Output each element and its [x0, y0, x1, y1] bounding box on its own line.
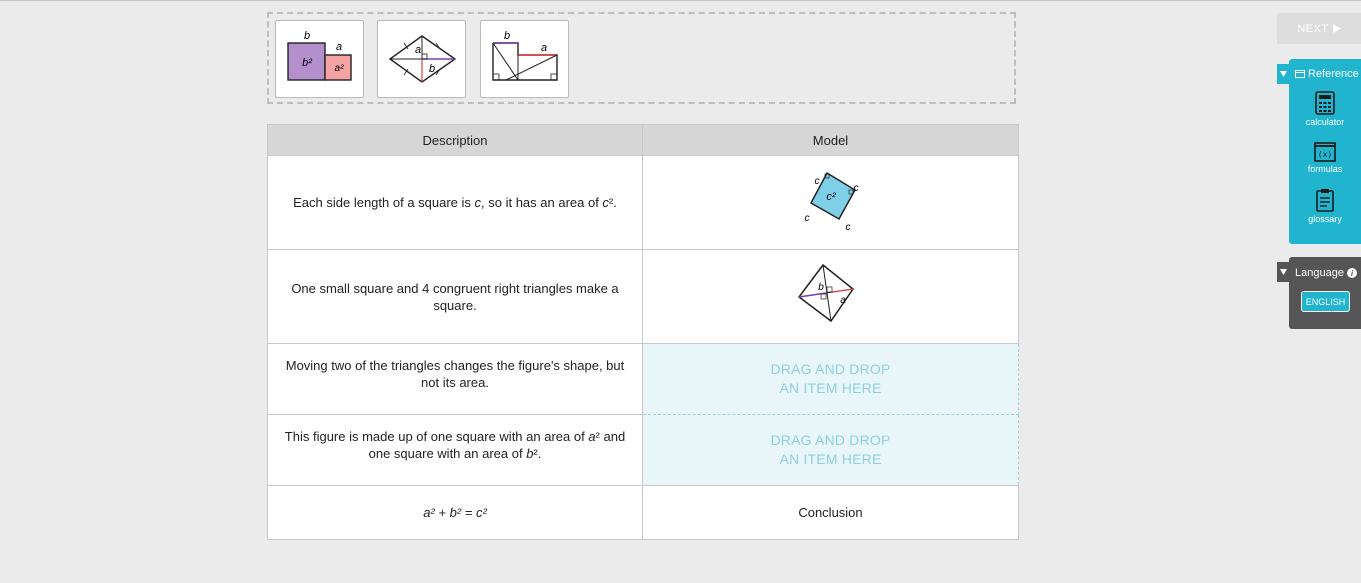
- calculator-label: calculator: [1305, 117, 1345, 127]
- drop-zone-row4[interactable]: [643, 415, 1019, 486]
- table-row: [268, 486, 1019, 540]
- tile-two-squares[interactable]: [275, 20, 364, 98]
- row2-description: One small square and 4 congruent right triangles make a square.: [268, 250, 643, 344]
- tile2-label-b: b: [428, 63, 436, 75]
- row4-description: This figure is made up of one square with an area of a² and one square with an area of b².: [268, 415, 643, 486]
- row5-description: a² + b² = c²: [268, 486, 643, 540]
- model1-side-left: c: [804, 212, 809, 224]
- tile-rearranged-triangles[interactable]: [480, 20, 569, 98]
- row5-model: Conclusion: [643, 486, 1019, 540]
- calculator-icon: [1315, 91, 1335, 115]
- chevron-down-icon: [1280, 269, 1287, 275]
- tile-rhombus-split[interactable]: [377, 20, 466, 98]
- formulas-label: formulas: [1307, 164, 1343, 174]
- table-row: [268, 344, 1019, 415]
- model1-side-top: c: [814, 175, 819, 187]
- top-border: [0, 0, 1361, 1]
- tile3-label-a: a: [540, 42, 548, 54]
- table-row: [268, 415, 1019, 486]
- drop-text-line2: AN ITEM HERE: [779, 380, 882, 396]
- row1-description: Each side length of a square is c, so it has an area of c².: [268, 156, 643, 250]
- drop-zone-row3[interactable]: [643, 344, 1019, 415]
- row3-description: Moving two of the triangles changes the figure's shape, but not its area.: [268, 344, 643, 415]
- answer-tray: [267, 12, 1016, 104]
- clipboard-icon: [1316, 188, 1334, 212]
- two-squares-figure: [276, 21, 365, 99]
- glossary-label: glossary: [1308, 214, 1342, 224]
- matching-table: [267, 124, 1019, 540]
- rhombus-triangles-figure: [791, 257, 871, 337]
- reference-title: Reference: [1308, 68, 1359, 80]
- header-model: Model: [643, 125, 1019, 156]
- formulas-button[interactable]: [1289, 142, 1361, 174]
- model2-label-a: a: [839, 294, 846, 306]
- english-button[interactable]: ENGLISH: [1301, 291, 1350, 312]
- rhombus-figure: [378, 21, 467, 99]
- next-label: NEXT: [1297, 22, 1329, 35]
- drop-text-line1: DRAG AND DROP: [770, 361, 891, 377]
- language-header: [1295, 267, 1357, 279]
- tile3-label-b: b: [503, 30, 511, 42]
- table-row: [268, 250, 1019, 344]
- row1-model: [643, 156, 1019, 250]
- calculator-button[interactable]: [1289, 91, 1361, 127]
- language-panel: [1289, 257, 1361, 329]
- formulas-icon: [1314, 142, 1336, 162]
- chevron-down-icon: [1280, 71, 1287, 77]
- tile1-label-a: a: [335, 41, 343, 53]
- square-c-figure: [791, 163, 871, 243]
- reference-header: [1295, 68, 1359, 80]
- header-description: Description: [268, 125, 643, 156]
- model2-label-b: b: [817, 281, 824, 293]
- reference-panel: [1289, 59, 1361, 244]
- row2-model: [643, 250, 1019, 344]
- tile1-label-b2: b²: [302, 57, 312, 69]
- next-button[interactable]: [1277, 13, 1361, 44]
- glossary-button[interactable]: [1289, 188, 1361, 224]
- model1-side-bottom: c: [845, 221, 850, 233]
- table-row: [268, 156, 1019, 250]
- model1-side-right: c: [853, 182, 858, 194]
- formulas-icon-text: (x): [1317, 150, 1333, 159]
- tile1-label-b: b: [303, 30, 311, 42]
- info-icon[interactable]: i: [1347, 268, 1357, 278]
- drop-text-line1: DRAG AND DROP: [770, 432, 891, 448]
- language-title: Language: [1295, 267, 1344, 279]
- tile1-label-a2: a²: [334, 63, 344, 74]
- drop-text-line2: AN ITEM HERE: [779, 451, 882, 467]
- rearranged-figure: [481, 21, 570, 99]
- play-icon: [1333, 24, 1341, 33]
- window-icon: [1295, 70, 1305, 78]
- model1-area: c²: [825, 190, 836, 203]
- tile2-label-a: a: [414, 44, 422, 56]
